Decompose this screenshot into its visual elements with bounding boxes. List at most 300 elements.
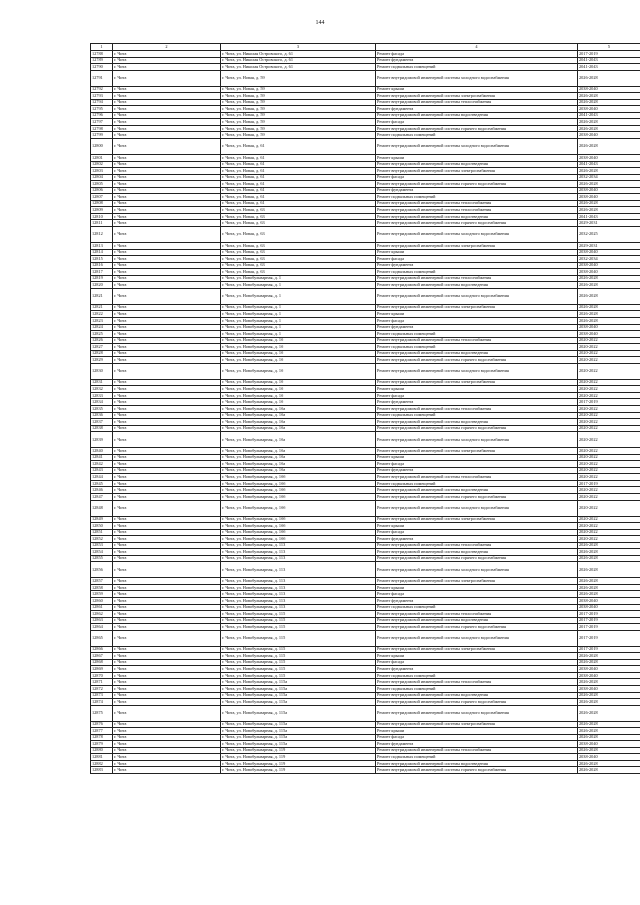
address-cell: г. Чита, ул. Новая, д. 59 [221, 119, 376, 126]
address-cell: г. Чита, ул. Новобульварная, д. 115 [221, 611, 376, 618]
locality-cell: г. Чита [113, 304, 221, 311]
period-cell: 2038-2040 [578, 324, 640, 331]
address-cell: г. Чита, ул. Новобульварная, д. 1 [221, 331, 376, 338]
period-cell: 2017-2019 [578, 51, 640, 58]
address-cell: г. Чита, ул. Новобульварная, д. 113 [221, 555, 376, 562]
period-cell: 2017-2019 [578, 617, 640, 624]
row-number-cell: 12850 [91, 523, 113, 530]
work-type-cell: Ремонт внутридомовой инженерной системы электроснабжения [376, 379, 578, 386]
locality-cell: г. Чита [113, 344, 221, 351]
locality-cell: г. Чита [113, 269, 221, 276]
work-type-cell: Ремонт подвальных помещений [376, 194, 578, 201]
locality-cell: г. Чита [113, 311, 221, 318]
period-cell: 2038-2040 [578, 604, 640, 611]
address-cell: г. Чита, ул. Новобульварная, д. 115 [221, 672, 376, 679]
work-type-cell: Ремонт внутридомовой инженерной системы водоотведения [376, 282, 578, 289]
address-cell: г. Чита, ул. Новобульварная, д. 1 [221, 275, 376, 282]
locality-cell: г. Чита [113, 227, 221, 243]
row-number-cell: 12795 [91, 106, 113, 113]
locality-cell: г. Чита [113, 106, 221, 113]
work-type-cell: Ремонт фасада [376, 392, 578, 399]
work-type-cell: Ремонт внутридомовой инженерной системы теплоснабжения [376, 611, 578, 618]
table-row [91, 363, 640, 379]
row-number-cell: 12880 [91, 747, 113, 754]
address-cell: г. Чита, ул. Новобульварная, д. 115а [221, 741, 376, 748]
work-type-cell: Ремонт внутридомовой инженерной системы горячего водоснабжения [376, 699, 578, 706]
row-number-cell: 12833 [91, 392, 113, 399]
row-number-cell: 12820 [91, 282, 113, 289]
work-type-cell: Ремонт внутридомовой инженерной системы электроснабжения [376, 93, 578, 100]
period-cell: 2026-2028 [578, 207, 640, 214]
period-cell: 2020-2022 [578, 523, 640, 530]
address-cell: г. Чита, ул. Новобульварная, д. 1бб [221, 529, 376, 536]
address-cell: г. Чита, ул. Новобульварная, д. 115 [221, 646, 376, 653]
work-type-cell: Ремонт подвальных помещений [376, 412, 578, 419]
period-cell: 2026-2028 [578, 653, 640, 660]
work-type-cell: Ремонт внутридомовой инженерной системы горячего водоснабжения [376, 125, 578, 132]
table-row [91, 227, 640, 243]
period-cell: 2017-2019 [578, 630, 640, 646]
work-type-cell: Ремонт подвальных помещений [376, 480, 578, 487]
period-cell: 2038-2040 [578, 155, 640, 162]
work-type-cell: Ремонт фасада [376, 529, 578, 536]
locality-cell: г. Чита [113, 734, 221, 741]
row-number-cell: 12836 [91, 412, 113, 419]
period-cell: 2038-2040 [578, 598, 640, 605]
locality-cell: г. Чита [113, 363, 221, 379]
period-cell: 2026-2028 [578, 562, 640, 578]
address-cell: г. Чита, ул. Новая, д. 63 [221, 249, 376, 256]
work-type-cell: Ремонт внутридомовой инженерной системы теплоснабжения [376, 679, 578, 686]
row-number-cell: 12871 [91, 679, 113, 686]
address-cell: г. Чита, ул. Новобульварная, д. 1 [221, 324, 376, 331]
period-cell: 2026-2028 [578, 591, 640, 598]
work-type-cell: Ремонт внутридомовой инженерной системы водоотведения [376, 549, 578, 556]
locality-cell: г. Чита [113, 317, 221, 324]
period-cell: 2026-2028 [578, 549, 640, 556]
row-number-cell: 12881 [91, 754, 113, 761]
period-cell: 2017-2019 [578, 611, 640, 618]
work-type-cell: Ремонт внутридомовой инженерной системы водоотведения [376, 350, 578, 357]
locality-cell: г. Чита [113, 630, 221, 646]
row-number-cell: 12859 [91, 591, 113, 598]
work-type-cell: Ремонт внутридомовой инженерной системы теплоснабжения [376, 405, 578, 412]
address-cell: г. Чита, ул. Новая, д. 59 [221, 70, 376, 86]
period-cell: 2026-2028 [578, 542, 640, 549]
period-cell: 2026-2028 [578, 282, 640, 289]
locality-cell: г. Чита [113, 249, 221, 256]
address-cell: г. Чита, ул. Новобульварная, д. 115 [221, 659, 376, 666]
locality-cell: г. Чита [113, 467, 221, 474]
address-cell: г. Чита, ул. Новобульварная, д. 119 [221, 767, 376, 774]
row-number-cell: 12797 [91, 119, 113, 126]
locality-cell: г. Чита [113, 672, 221, 679]
work-type-cell: Ремонт подвальных помещений [376, 754, 578, 761]
address-cell: г. Чита, ул. Новая, д. 61 [221, 139, 376, 155]
work-type-cell: Ремонт фундамента [376, 399, 578, 406]
work-type-cell: Ремонт подвальных помещений [376, 604, 578, 611]
address-cell: г. Чита, ул. Николая Островского, д. 61 [221, 51, 376, 58]
locality-cell: г. Чита [113, 161, 221, 168]
period-cell: 2020-2022 [578, 448, 640, 455]
period-cell: 2026-2028 [578, 200, 640, 207]
row-number-cell: 12883 [91, 767, 113, 774]
row-number-cell: 12801 [91, 155, 113, 162]
locality-cell: г. Чита [113, 386, 221, 393]
row-number-cell: 12796 [91, 112, 113, 119]
row-number-cell: 12847 [91, 493, 113, 500]
row-number-cell: 12808 [91, 200, 113, 207]
row-number-cell: 12825 [91, 331, 113, 338]
row-number-cell: 12841 [91, 454, 113, 461]
address-cell: г. Чита, ул. Новобульварная, д. 1б [221, 344, 376, 351]
period-cell: 2026-2028 [578, 705, 640, 721]
work-type-cell: Ремонт внутридомовой инженерной системы горячего водоснабжения [376, 220, 578, 227]
locality-cell: г. Чита [113, 679, 221, 686]
address-cell: г. Чита, ул. Новая, д. 59 [221, 112, 376, 119]
period-cell: 2017-2019 [578, 624, 640, 631]
locality-cell: г. Чита [113, 500, 221, 516]
locality-cell: г. Чита [113, 379, 221, 386]
work-type-cell: Ремонт внутридомовой инженерной системы электроснабжения [376, 168, 578, 175]
period-cell: 2026-2028 [578, 555, 640, 562]
period-cell: 2020-2022 [578, 363, 640, 379]
period-cell: 2020-2022 [578, 419, 640, 426]
row-number-cell: 12816 [91, 262, 113, 269]
work-type-cell: Ремонт внутридомовой инженерной системы водоотведения [376, 161, 578, 168]
locality-cell: г. Чита [113, 331, 221, 338]
table-row [91, 432, 640, 448]
address-cell: г. Чита, ул. Новая, д. 61 [221, 155, 376, 162]
period-cell: 2026-2028 [578, 578, 640, 585]
work-type-cell: Ремонт внутридомовой инженерной системы холодного водоснабжения [376, 363, 578, 379]
row-number-cell: 12867 [91, 653, 113, 660]
row-number-cell: 12789 [91, 57, 113, 64]
period-cell: 2020-2022 [578, 432, 640, 448]
address-cell: г. Чита, ул. Новобульварная, д. 1б [221, 386, 376, 393]
work-type-cell: Ремонт крыши [376, 728, 578, 735]
row-number-cell: 12806 [91, 187, 113, 194]
work-type-cell: Ремонт крыши [376, 86, 578, 93]
period-cell: 2026-2028 [578, 584, 640, 591]
work-type-cell: Ремонт внутридомовой инженерной системы теплоснабжения [376, 474, 578, 481]
period-cell: 2026-2028 [578, 119, 640, 126]
address-cell: г. Чита, ул. Новая, д. 63 [221, 213, 376, 220]
locality-cell: г. Чита [113, 419, 221, 426]
address-cell: г. Чита, ул. Николая Островского, д. 61 [221, 57, 376, 64]
address-cell: г. Чита, ул. Новая, д. 63 [221, 207, 376, 214]
period-cell: 2026-2028 [578, 721, 640, 728]
address-cell: г. Чита, ул. Новобульварная, д. 1 [221, 282, 376, 289]
work-type-cell: Ремонт внутридомовой инженерной системы горячего водоснабжения [376, 425, 578, 432]
address-cell: г. Чита, ул. Новобульварная, д. 1ба [221, 461, 376, 468]
locality-cell: г. Чита [113, 194, 221, 201]
row-number-cell: 12807 [91, 194, 113, 201]
period-cell: 2038-2040 [578, 249, 640, 256]
period-cell: 2026-2028 [578, 679, 640, 686]
locality-cell: г. Чита [113, 721, 221, 728]
period-cell: 2026-2028 [578, 760, 640, 767]
locality-cell: г. Чита [113, 262, 221, 269]
address-cell: г. Чита, ул. Новобульварная, д. 1б [221, 379, 376, 386]
work-type-cell: Ремонт фундамента [376, 598, 578, 605]
table-row [91, 500, 640, 516]
address-cell: г. Чита, ул. Новобульварная, д. 1ба [221, 405, 376, 412]
work-type-cell: Ремонт подвальных помещений [376, 331, 578, 338]
locality-cell: г. Чита [113, 207, 221, 214]
period-cell: 2026-2028 [578, 699, 640, 706]
period-cell: 2026-2028 [578, 181, 640, 188]
period-cell: 2038-2040 [578, 262, 640, 269]
address-cell: г. Чита, ул. Новобульварная, д. 1 [221, 311, 376, 318]
address-cell: г. Чита, ул. Новобульварная, д. 119 [221, 747, 376, 754]
row-number-cell: 12853 [91, 542, 113, 549]
period-cell: 2020-2022 [578, 412, 640, 419]
row-number-cell: 12812 [91, 227, 113, 243]
locality-cell: г. Чита [113, 337, 221, 344]
address-cell: г. Чита, ул. Новая, д. 61 [221, 161, 376, 168]
work-type-cell: Ремонт фундамента [376, 106, 578, 113]
work-type-cell: Ремонт подвальных помещений [376, 672, 578, 679]
period-cell: 2020-2022 [578, 350, 640, 357]
period-cell: 2026-2028 [578, 70, 640, 86]
work-type-cell: Ремонт фасада [376, 317, 578, 324]
row-number-cell: 12790 [91, 64, 113, 71]
address-cell: г. Чита, ул. Новобульварная, д. 113 [221, 598, 376, 605]
row-number-cell: 12874 [91, 699, 113, 706]
address-cell: г. Чита, ул. Новая, д. 61 [221, 181, 376, 188]
locality-cell: г. Чита [113, 112, 221, 119]
work-type-cell: Ремонт внутридомовой инженерной системы водоотведения [376, 419, 578, 426]
work-type-cell: Ремонт внутридомовой инженерной системы электроснабжения [376, 243, 578, 250]
locality-cell: г. Чита [113, 760, 221, 767]
period-cell: 2020-2022 [578, 405, 640, 412]
locality-cell: г. Чита [113, 155, 221, 162]
period-cell: 2020-2022 [578, 536, 640, 543]
locality-cell: г. Чита [113, 493, 221, 500]
work-type-cell: Ремонт внутридомовой инженерной системы теплоснабжения [376, 337, 578, 344]
table-row [91, 767, 640, 774]
work-type-cell: Ремонт крыши [376, 155, 578, 162]
row-number-cell: 12846 [91, 487, 113, 494]
address-cell: г. Чита, ул. Новобульварная, д. 1б [221, 357, 376, 364]
locality-cell: г. Чита [113, 767, 221, 774]
work-type-cell: Ремонт подвальных помещений [376, 64, 578, 71]
address-cell: г. Чита, ул. Новобульварная, д. 1 [221, 317, 376, 324]
work-type-cell: Ремонт внутридомовой инженерной системы электроснабжения [376, 448, 578, 455]
period-cell: 2038-2040 [578, 672, 640, 679]
period-cell: 2020-2022 [578, 516, 640, 523]
period-cell: 2026-2028 [578, 659, 640, 666]
period-cell: 2032-2034 [578, 256, 640, 263]
period-cell: 2038-2040 [578, 741, 640, 748]
work-type-cell: Ремонт фундамента [376, 666, 578, 673]
row-number-cell: 12794 [91, 99, 113, 106]
column-number: 2 [113, 44, 221, 51]
address-cell: г. Чита, ул. Новая, д. 59 [221, 125, 376, 132]
address-cell: г. Чита, ул. Новая, д. 63 [221, 269, 376, 276]
period-cell: 2020-2022 [578, 337, 640, 344]
locality-cell: г. Чита [113, 256, 221, 263]
locality-cell: г. Чита [113, 399, 221, 406]
column-number-row [91, 44, 640, 51]
locality-cell: г. Чита [113, 562, 221, 578]
row-number-cell: 12817 [91, 269, 113, 276]
work-type-cell: Ремонт внутридомовой инженерной системы электроснабжения [376, 721, 578, 728]
address-cell: г. Чита, ул. Новая, д. 61 [221, 168, 376, 175]
locality-cell: г. Чита [113, 754, 221, 761]
locality-cell: г. Чита [113, 747, 221, 754]
work-type-cell: Ремонт внутридомовой инженерной системы электроснабжения [376, 578, 578, 585]
row-number-cell: 12865 [91, 630, 113, 646]
work-type-cell: Ремонт крыши [376, 523, 578, 530]
locality-cell: г. Чита [113, 523, 221, 530]
address-cell: г. Чита, ул. Новобульварная, д. 1бб [221, 523, 376, 530]
address-cell: г. Чита, ул. Новобульварная, д. 1 [221, 288, 376, 304]
row-number-cell: 12862 [91, 611, 113, 618]
address-cell: г. Чита, ул. Новобульварная, д. 1ба [221, 432, 376, 448]
locality-cell: г. Чита [113, 692, 221, 699]
period-cell: 2041-2043 [578, 161, 640, 168]
work-type-cell: Ремонт внутридомовой инженерной системы водоотведения [376, 692, 578, 699]
row-number-cell: 12814 [91, 249, 113, 256]
work-type-cell: Ремонт внутридомовой инженерной системы холодного водоснабжения [376, 500, 578, 516]
address-cell: г. Чита, ул. Новобульварная, д. 113 [221, 542, 376, 549]
address-cell: г. Чита, ул. Новобульварная, д. 1ба [221, 419, 376, 426]
repair-schedule-table [90, 43, 640, 774]
work-type-cell: Ремонт внутридомовой инженерной системы теплоснабжения [376, 542, 578, 549]
work-type-cell: Ремонт внутридомовой инженерной системы водоотведения [376, 213, 578, 220]
locality-cell: г. Чита [113, 604, 221, 611]
locality-cell: г. Чита [113, 93, 221, 100]
period-cell: 2020-2022 [578, 392, 640, 399]
work-type-cell: Ремонт фундамента [376, 741, 578, 748]
row-number-cell: 12857 [91, 578, 113, 585]
locality-cell: г. Чита [113, 64, 221, 71]
period-cell: 2026-2028 [578, 125, 640, 132]
row-number-cell: 12852 [91, 536, 113, 543]
locality-cell: г. Чита [113, 578, 221, 585]
period-cell: 2020-2022 [578, 454, 640, 461]
address-cell: г. Чита, ул. Новобульварная, д. 1бб [221, 474, 376, 481]
period-cell: 2038-2040 [578, 106, 640, 113]
locality-cell: г. Чита [113, 432, 221, 448]
address-cell: г. Чита, ул. Новобульварная, д. 115а [221, 699, 376, 706]
row-number-cell: 12851 [91, 529, 113, 536]
work-type-cell: Ремонт внутридомовой инженерной системы холодного водоснабжения [376, 70, 578, 86]
locality-cell: г. Чита [113, 412, 221, 419]
row-number-cell: 12839 [91, 432, 113, 448]
locality-cell: г. Чита [113, 699, 221, 706]
period-cell: 2026-2028 [578, 692, 640, 699]
period-cell: 2020-2022 [578, 386, 640, 393]
address-cell: г. Чита, ул. Новая, д. 59 [221, 86, 376, 93]
period-cell: 2038-2040 [578, 686, 640, 693]
address-cell: г. Чита, ул. Новая, д. 59 [221, 106, 376, 113]
work-type-cell: Ремонт внутридомовой инженерной системы электроснабжения [376, 646, 578, 653]
locality-cell: г. Чита [113, 99, 221, 106]
column-number: 1 [91, 44, 113, 51]
locality-cell: г. Чита [113, 646, 221, 653]
locality-cell: г. Чита [113, 200, 221, 207]
row-number-cell: 12805 [91, 181, 113, 188]
work-type-cell: Ремонт внутридомовой инженерной системы электроснабжения [376, 304, 578, 311]
locality-cell: г. Чита [113, 51, 221, 58]
period-cell: 2038-2040 [578, 331, 640, 338]
row-number-cell: 12819 [91, 275, 113, 282]
row-number-cell: 12802 [91, 161, 113, 168]
work-type-cell: Ремонт фундамента [376, 536, 578, 543]
locality-cell: г. Чита [113, 119, 221, 126]
address-cell: г. Чита, ул. Новобульварная, д. 1б [221, 350, 376, 357]
row-number-cell: 12877 [91, 728, 113, 735]
address-cell: г. Чита, ул. Новобульварная, д. 113 [221, 591, 376, 598]
address-cell: г. Чита, ул. Новобульварная, д. 1б [221, 392, 376, 399]
address-cell: г. Чита, ул. Новобульварная, д. 113 [221, 604, 376, 611]
address-cell: г. Чита, ул. Новая, д. 63 [221, 227, 376, 243]
locality-cell: г. Чита [113, 168, 221, 175]
column-number: 5 [578, 44, 640, 51]
row-number-cell: 12861 [91, 604, 113, 611]
locality-cell: г. Чита [113, 591, 221, 598]
period-cell: 2041-2043 [578, 57, 640, 64]
address-cell: г. Чита, ул. Новобульварная, д. 115а [221, 686, 376, 693]
row-number-cell: 12809 [91, 207, 113, 214]
address-cell: г. Чита, ул. Новая, д. 59 [221, 93, 376, 100]
period-cell: 2020-2022 [578, 474, 640, 481]
period-cell: 2017-2019 [578, 646, 640, 653]
address-cell: г. Чита, ул. Новобульварная, д. 1ба [221, 467, 376, 474]
address-cell: г. Чита, ул. Новобульварная, д. 1б [221, 337, 376, 344]
row-number-cell: 12813 [91, 243, 113, 250]
table-row [91, 630, 640, 646]
row-number-cell: 12866 [91, 646, 113, 653]
work-type-cell: Ремонт подвальных помещений [376, 132, 578, 139]
row-number-cell: 12848 [91, 500, 113, 516]
row-number-cell: 12863 [91, 617, 113, 624]
row-number-cell: 12828 [91, 350, 113, 357]
locality-cell: г. Чита [113, 659, 221, 666]
work-type-cell: Ремонт внутридомовой инженерной системы водоотведения [376, 760, 578, 767]
row-number-cell: 12882 [91, 760, 113, 767]
row-number-cell: 12837 [91, 419, 113, 426]
work-type-cell: Ремонт фундамента [376, 57, 578, 64]
locality-cell: г. Чита [113, 70, 221, 86]
row-number-cell: 12843 [91, 467, 113, 474]
row-number-cell: 12855 [91, 555, 113, 562]
row-number-cell: 12842 [91, 461, 113, 468]
work-type-cell: Ремонт подвальных помещений [376, 269, 578, 276]
address-cell: г. Чита, ул. Новобульварная, д. 1ба [221, 454, 376, 461]
row-number-cell: 12845 [91, 480, 113, 487]
period-cell: 2026-2028 [578, 304, 640, 311]
row-number-cell: 12791 [91, 70, 113, 86]
row-number-cell: 12788 [91, 51, 113, 58]
row-number-cell: 12838 [91, 425, 113, 432]
locality-cell: г. Чита [113, 529, 221, 536]
row-number-cell: 12831 [91, 379, 113, 386]
address-cell: г. Чита, ул. Новобульварная, д. 1бб [221, 480, 376, 487]
address-cell: г. Чита, ул. Новобульварная, д. 115 [221, 653, 376, 660]
address-cell: г. Чита, ул. Новая, д. 61 [221, 174, 376, 181]
locality-cell: г. Чита [113, 454, 221, 461]
locality-cell: г. Чита [113, 516, 221, 523]
locality-cell: г. Чита [113, 57, 221, 64]
locality-cell: г. Чита [113, 324, 221, 331]
address-cell: г. Чита, ул. Новобульварная, д. 1бб [221, 487, 376, 494]
work-type-cell: Ремонт крыши [376, 454, 578, 461]
row-number-cell: 12864 [91, 624, 113, 631]
